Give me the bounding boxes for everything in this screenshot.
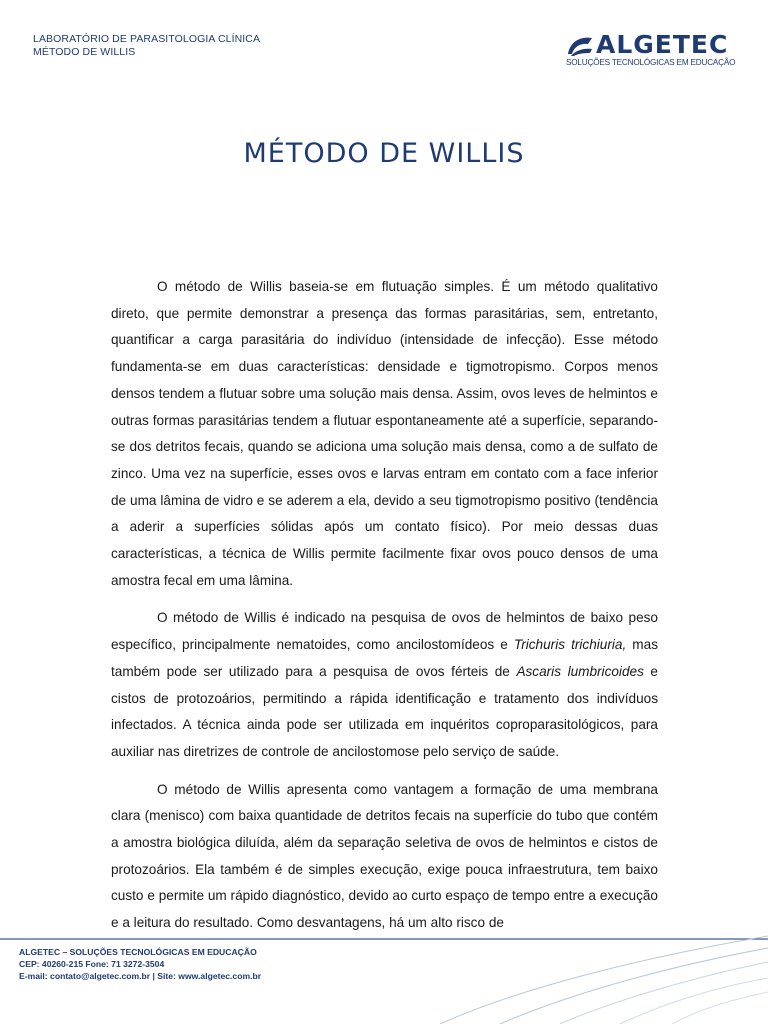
header-lab-name: LABORATÓRIO DE PARASITOLOGIA CLÍNICA	[33, 33, 261, 45]
species-trichuris: Trichuris trichiuria,	[513, 637, 627, 653]
document-body	[111, 274, 658, 948]
logo-wordmark: ALGETEC	[596, 30, 729, 59]
algetec-logo	[566, 30, 736, 72]
header-method-name: MÉTODO DE WILLIS	[33, 46, 136, 58]
paragraph-2	[111, 605, 658, 765]
footer-address: CEP: 40260-215 Fone: 71 3272-3504	[19, 959, 165, 969]
document-header	[33, 33, 260, 59]
species-ascaris: Ascaris lumbricoides	[516, 663, 644, 679]
document-footer	[19, 946, 261, 982]
footer-company: ALGETEC – SOLUÇÕES TECNOLÓGICAS EM EDUCAÇÃO	[19, 947, 257, 957]
paragraph-2-text-b: mas também pode ser utilizado para a pesquisa de ovos férteis de	[111, 637, 658, 679]
page-title: MÉTODO DE WILLIS	[243, 138, 525, 169]
logo-tagline: SOLUÇÕES TECNOLÓGICAS EM EDUCAÇÃO	[566, 58, 736, 67]
algetec-logo-icon	[566, 34, 594, 58]
paragraph-2-text-c: e cistos de protozoários, permitindo a rápida identificação e tratamento dos indivíduos infectados. A técnica ainda pode ser utilizada em inquéritos coproparasitológicos, para auxiliar nas diretrizes de controle de ancilostomose pelo serviço de saúde.	[111, 663, 658, 759]
footer-contact: E-mail: contato@algetec.com.br | Site: www.algetec.com.br	[19, 971, 262, 981]
paragraph-1: O método de Willis baseia-se em flutuação simples. É um método qualitativo direto, que permite demonstrar a presença das formas parasitárias, sem, entretanto, quantificar a carga parasitária do indivíduo (intensidade de infecção). Esse método fundamenta-se em duas características: densidade e tigmotropismo. Corpos menos densos tendem a flutuar sobre uma solução mais densa. Assim, ovos leves de helmintos e outras formas parasitárias tendem a flutuar espontaneamente até a superfície, separando-se dos detritos fecais, quando se adiciona uma solução mais densa, como a de sulfato de zinco. Uma vez na superfície, esses ovos e larvas entram em contato com a face inferior de uma lâmina de vidro e se aderem a ela, devido a seu tigmotropismo positivo (tendência a aderir a superfícies sólidas após um contato físico). Por meio dessas duas características, a técnica de Willis permite facilmente fixar ovos pouco densos de uma amostra fecal em uma lâmina.	[111, 279, 658, 588]
paragraph-3: O método de Willis apresenta como vantagem a formação de uma membrana clara (menisco) com baixa quantidade de detritos fecais na superfície do tubo que contém a amostra biológica diluída, além da separação seletiva de ovos de helmintos e cistos de protozoários. Ela também é de simples execução, exige pouca infraestrutura, tem baixo custo e permite um rápido diagnóstico, devido ao curto espaço de tempo entre a execução e a leitura do resultado. Como desvantagens, há um alto risco de	[111, 781, 658, 931]
paragraph-2-text-a: O método de Willis é indicado na pesquisa de ovos de helmintos de baixo peso específico, principalmente nematoides, como ancilostomídeos e	[111, 610, 658, 653]
